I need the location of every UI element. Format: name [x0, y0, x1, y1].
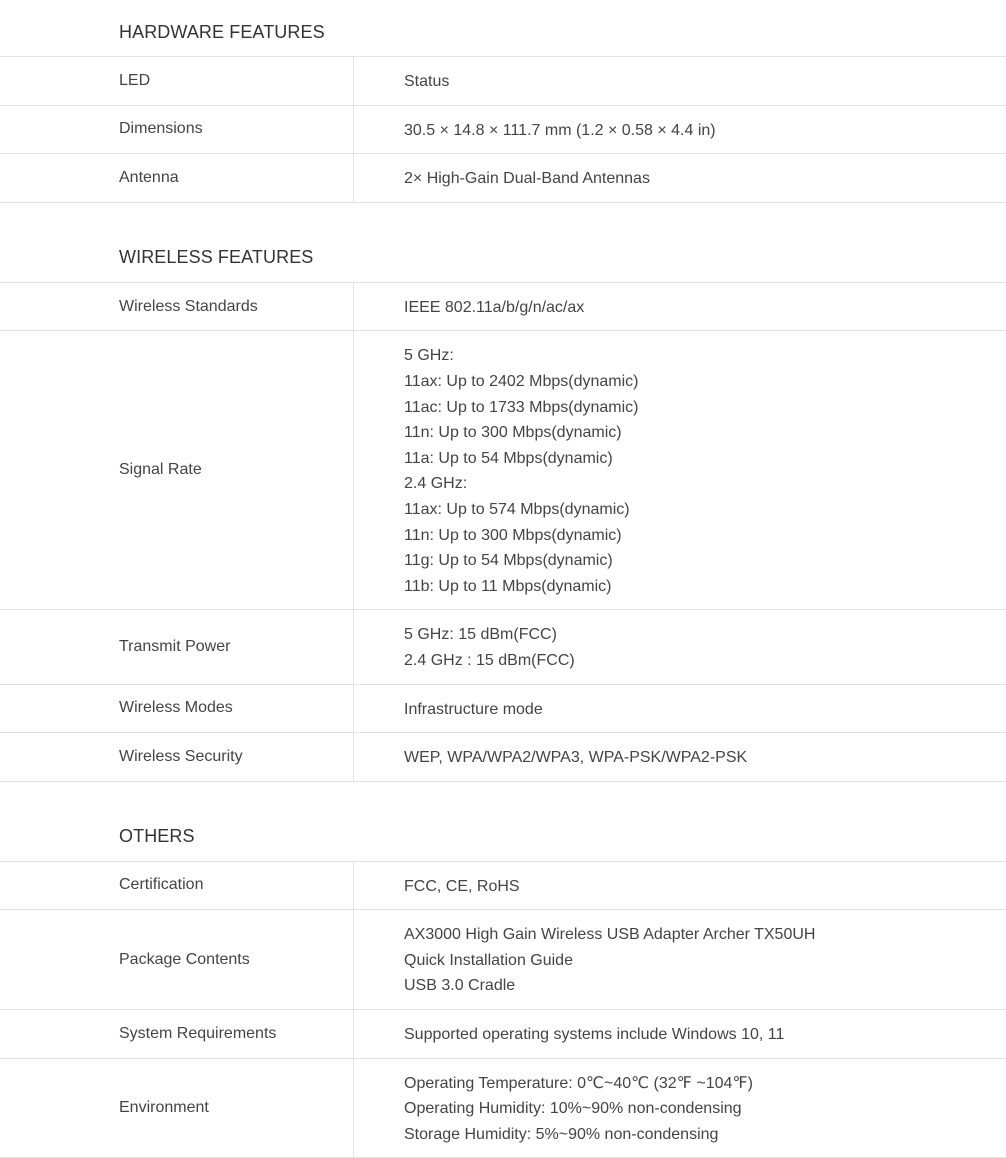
value-line: WEP, WPA/WPA2/WPA3, WPA-PSK/WPA2-PSK: [404, 749, 748, 767]
spec-label: System Requirements: [0, 1010, 354, 1058]
value-line: Quick Installation Guide: [404, 951, 573, 969]
spec-row-wireless-security: [0, 733, 1006, 782]
spec-table: [0, 282, 1006, 782]
value-line: 30.5 × 14.8 × 111.7 mm (1.2 × 0.58 × 4.4 in): [404, 121, 716, 139]
spec-value: [354, 610, 1006, 683]
value-line: 11ax: Up to 2402 Mbps(dynamic): [404, 372, 639, 390]
spec-row-system-requirements: [0, 1010, 1006, 1059]
spec-label: Wireless Security: [0, 733, 354, 781]
spec-label: Dimensions: [0, 106, 354, 154]
value-line: 5 GHz: 15 dBm(FCC): [404, 626, 557, 644]
value-line: Storage Humidity: 5%~90% non-condensing: [404, 1125, 719, 1143]
spec-value: [354, 106, 1006, 154]
spec-label: Environment: [0, 1059, 354, 1158]
spec-value: [354, 57, 1006, 105]
spec-table: [0, 56, 1006, 203]
value-line: Operating Temperature: 0℃~40℃ (32℉ ~104℉): [404, 1074, 753, 1092]
value-line: 11b: Up to 11 Mbps(dynamic): [404, 577, 612, 595]
value-line: 11a: Up to 54 Mbps(dynamic): [404, 449, 613, 467]
value-line: 11g: Up to 54 Mbps(dynamic): [404, 552, 613, 570]
spec-label: Antenna: [0, 154, 354, 202]
spec-value: [354, 1059, 1006, 1158]
spec-label: Signal Rate: [0, 331, 354, 609]
section-others: [0, 782, 1006, 1158]
section-wireless-features: [0, 203, 1006, 782]
value-line: AX3000 High Gain Wireless USB Adapter Archer TX50UH: [404, 926, 816, 944]
spec-label: Certification: [0, 862, 354, 910]
spec-row-certification: [0, 862, 1006, 911]
section-hardware-features: [0, 0, 1006, 203]
spec-row-environment: [0, 1059, 1006, 1158]
value-line: Operating Humidity: 10%~90% non-condensing: [404, 1100, 742, 1118]
value-line: 11ax: Up to 574 Mbps(dynamic): [404, 500, 630, 518]
spec-label: LED: [0, 57, 354, 105]
spec-value: [354, 154, 1006, 202]
value-line: FCC, CE, RoHS: [404, 877, 520, 895]
value-line: Supported operating systems include Windows 10, 11: [404, 1026, 785, 1044]
spec-row-transmit-power: [0, 610, 1006, 684]
spec-row-antenna: [0, 154, 1006, 203]
spec-value: [354, 331, 1006, 609]
spec-table: [0, 861, 1006, 1158]
value-line: USB 3.0 Cradle: [404, 977, 516, 995]
value-line: 2.4 GHz : 15 dBm(FCC): [404, 651, 575, 669]
spec-value: [354, 733, 1006, 781]
value-line: 2.4 GHz:: [404, 475, 468, 493]
value-line: 5 GHz:: [404, 347, 454, 365]
spec-value: [354, 283, 1006, 331]
spec-row-led: [0, 57, 1006, 106]
value-line: 11ac: Up to 1733 Mbps(dynamic): [404, 398, 639, 416]
spec-value: [354, 1010, 1006, 1058]
section-title: OTHERS: [119, 825, 195, 846]
spec-row-dimensions: [0, 106, 1006, 155]
spec-label: Wireless Modes: [0, 685, 354, 733]
spec-row-wireless-standards: [0, 283, 1006, 332]
section-title: WIRELESS FEATURES: [119, 246, 314, 267]
value-line: 2× High-Gain Dual-Band Antennas: [404, 170, 650, 188]
spec-row-package-contents: [0, 910, 1006, 1010]
spec-row-wireless-modes: [0, 685, 1006, 734]
value-line: IEEE 802.11a/b/g/n/ac/ax: [404, 298, 585, 316]
value-line: Infrastructure mode: [404, 700, 543, 718]
spec-value: [354, 862, 1006, 910]
value-line: 11n: Up to 300 Mbps(dynamic): [404, 526, 622, 544]
spec-value: [354, 685, 1006, 733]
spec-label: Package Contents: [0, 910, 354, 1009]
spec-label: Wireless Standards: [0, 283, 354, 331]
value-line: Status: [404, 73, 450, 90]
section-title: HARDWARE FEATURES: [119, 22, 325, 42]
spec-value: [354, 910, 1006, 1009]
value-line: 11n: Up to 300 Mbps(dynamic): [404, 424, 622, 442]
spec-label: Transmit Power: [0, 610, 354, 683]
spec-row-signal-rate: [0, 331, 1006, 610]
